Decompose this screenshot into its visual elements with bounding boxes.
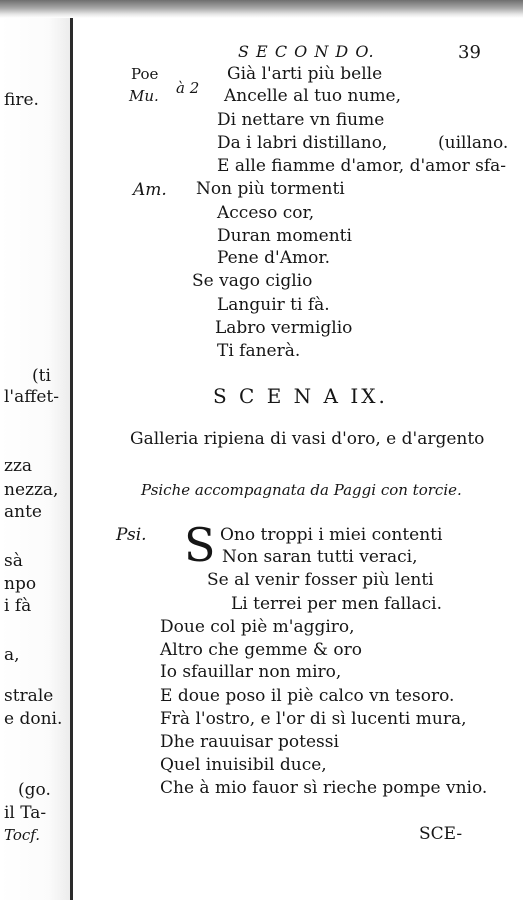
left-fragment: strale [4, 686, 54, 706]
verse-line: Ono troppi i miei contenti [220, 525, 443, 545]
verse-line: Li terrei per men fallaci. [231, 594, 442, 614]
verse-line: Non saran tutti veraci, [222, 547, 418, 567]
left-fragment: l'affet- [4, 387, 59, 407]
left-fragment: sà [4, 551, 23, 571]
verse-turnover: (uillano. [438, 133, 509, 153]
left-fragment: il Ta- [4, 803, 47, 823]
verse-line: Acceso cor, [217, 203, 315, 223]
duet-marker: à 2 [176, 79, 200, 97]
verse-line: Da i labri distillano, [217, 133, 388, 153]
left-fragment: (ti [32, 366, 51, 386]
verse-line: E alle fiamme d'amor, d'amor sfa- [217, 156, 507, 176]
verse-line: E doue poso il piè calco vn tesoro. [160, 686, 455, 706]
left-fragment: fire. [4, 90, 39, 110]
verse-line: Già l'arti più belle [227, 64, 383, 84]
left-fragment: nezza, [4, 480, 59, 500]
verse-line: Quel inuisibil duce, [160, 755, 327, 775]
verse-line: Di nettare vn fiume [217, 110, 385, 130]
left-fragment: i fà [4, 596, 32, 616]
drop-cap: S [184, 518, 216, 572]
scene-heading: S C E N A IX. [213, 384, 388, 408]
page-number: 39 [458, 42, 481, 63]
left-fragment: a, [4, 645, 20, 665]
speaker-label: Poe [131, 65, 159, 83]
verse-line: Languir ti fà. [217, 295, 330, 315]
verse-line: Altro che gemme & oro [160, 640, 363, 660]
left-fragment: (go. [18, 780, 51, 800]
left-fragment: e doni. [4, 709, 63, 729]
verse-line: Se al venir fosser più lenti [207, 570, 434, 590]
running-title: S E C O N D O. [238, 42, 375, 61]
verse-line: Se vago ciglio [192, 271, 313, 291]
verse-line: Che à mio fauor sì rieche pompe vnio. [160, 778, 488, 798]
verse-line: Io sfauillar non miro, [160, 662, 342, 682]
left-fragment: ante [4, 502, 42, 522]
left-fragment: zza [4, 456, 33, 476]
verse-line: Duran momenti [217, 226, 352, 246]
scan-shadow-top [0, 0, 523, 18]
catchword: SCE- [419, 824, 463, 844]
verse-line: Frà l'ostro, e l'or di sì lucenti mura, [160, 709, 467, 729]
speaker-label: Psi. [116, 525, 147, 545]
left-fragment: npo [4, 574, 37, 594]
left-fragment: Tocf. [4, 826, 41, 844]
verse-line: Dhe rauuisar potessi [160, 732, 339, 752]
speaker-label: Am. [133, 180, 167, 200]
verse-line: Pene d'Amor. [217, 248, 330, 268]
verse-line: Non più tormenti [196, 179, 345, 199]
book-gutter [70, 18, 73, 900]
verse-line: Ancelle al tuo nume, [224, 86, 402, 106]
scene-setting: Galleria ripiena di vasi d'oro, e d'argento [130, 429, 485, 449]
verse-line: Labro vermiglio [215, 318, 353, 338]
stage-direction: Psiche accompagnata da Paggi con torcie. [141, 481, 462, 499]
verse-line: Doue col piè m'aggiro, [160, 617, 355, 637]
speaker-label: Mu. [129, 87, 159, 105]
verse-line: Ti fanerà. [217, 341, 301, 361]
